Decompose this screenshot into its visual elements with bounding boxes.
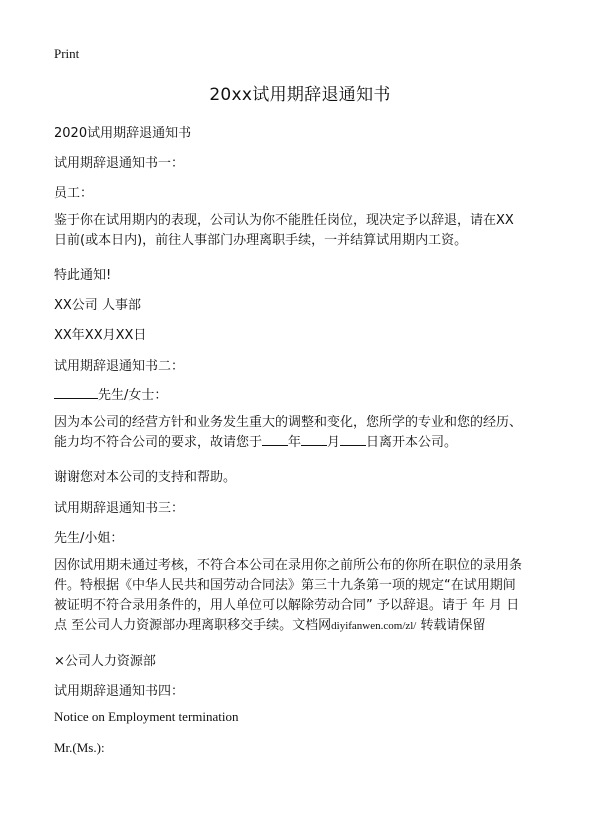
notice2-body-line2 <box>54 433 554 453</box>
month-blank <box>301 444 327 446</box>
notice1-body <box>54 211 554 251</box>
notice3-heading: 试用期辞退通知书三： <box>54 501 185 516</box>
notice3-body-line4-start: 点 至公司人力资源部办理离职移交手续。文档网 <box>54 618 332 633</box>
notice1-date: XX年XX月XX日 <box>54 328 147 343</box>
notice2-body-line1: 因为本公司的经营方针和业务发生重大的调整和变化，您所学的专业和您的经历、 <box>54 415 523 430</box>
notice2-salutation-text: 先生/女士： <box>98 388 168 403</box>
year-blank <box>262 444 288 446</box>
notice1-salutation: 员工： <box>54 186 94 201</box>
notice2-body-line2-start: 能力均不符合公司的要求，故请您于 <box>54 435 263 450</box>
year-label: 年 <box>288 435 302 450</box>
day-blank <box>340 444 366 446</box>
notice2-body-line2-end: 日离开本公司。 <box>366 435 458 450</box>
notice1-heading: 试用期辞退通知书一： <box>54 156 185 171</box>
notice3-body-line2: 件。特根据《中华人民共和国劳动合同法》第三十九条第一项的规定“在试用期间 <box>54 578 516 593</box>
notice1-closing: 特此通知! <box>54 268 112 283</box>
notice3-body-line1: 因你试用期未通过考核，不符合本公司在录用你之前所公布的你所在职位的录用条 <box>54 558 523 573</box>
source-url: diyifanwen.com/zl/ <box>331 620 417 632</box>
notice2-salutation <box>54 384 167 403</box>
notice3-body-line4-end: 转载请保留 <box>416 618 486 633</box>
notice3-body-line3: 被证明不符合录用条件的，用人单位可以解除劳动合同” 予以辞退。请于 年 月 日 <box>54 598 520 613</box>
print-label[interactable]: Print <box>54 46 80 61</box>
notice4-english-title: Notice on Employment termination <box>54 709 239 724</box>
document-title: 20xx试用期辞退通知书 <box>209 85 391 105</box>
notice3-salutation: 先生/小姐： <box>54 531 124 546</box>
notice1-body-line1: 鉴于你在试用期内的表现，公司认为你不能胜任岗位，现决定予以辞退，请在XX <box>54 213 514 228</box>
notice2-thanks: 谢谢您对本公司的支持和帮助。 <box>54 470 237 485</box>
notice3-body-line4 <box>54 616 554 636</box>
notice2-body <box>54 413 554 453</box>
notice2-heading: 试用期辞退通知书二： <box>54 359 185 374</box>
name-blank <box>54 397 98 399</box>
notice3-body <box>54 556 554 636</box>
month-label: 月 <box>327 435 341 450</box>
notice3-signer: ×公司人力资源部 <box>54 654 156 669</box>
notice1-signer: XX公司 人事部 <box>54 298 141 313</box>
document-subtitle: 2020试用期辞退通知书 <box>54 126 192 141</box>
notice4-heading: 试用期辞退通知书四： <box>54 684 185 699</box>
notice4-english-salutation: Mr.(Ms.): <box>54 740 105 755</box>
notice1-body-line2: 日前(或本日内)，前往人事部门办理离职手续，一并结算试用期内工资。 <box>54 233 468 248</box>
